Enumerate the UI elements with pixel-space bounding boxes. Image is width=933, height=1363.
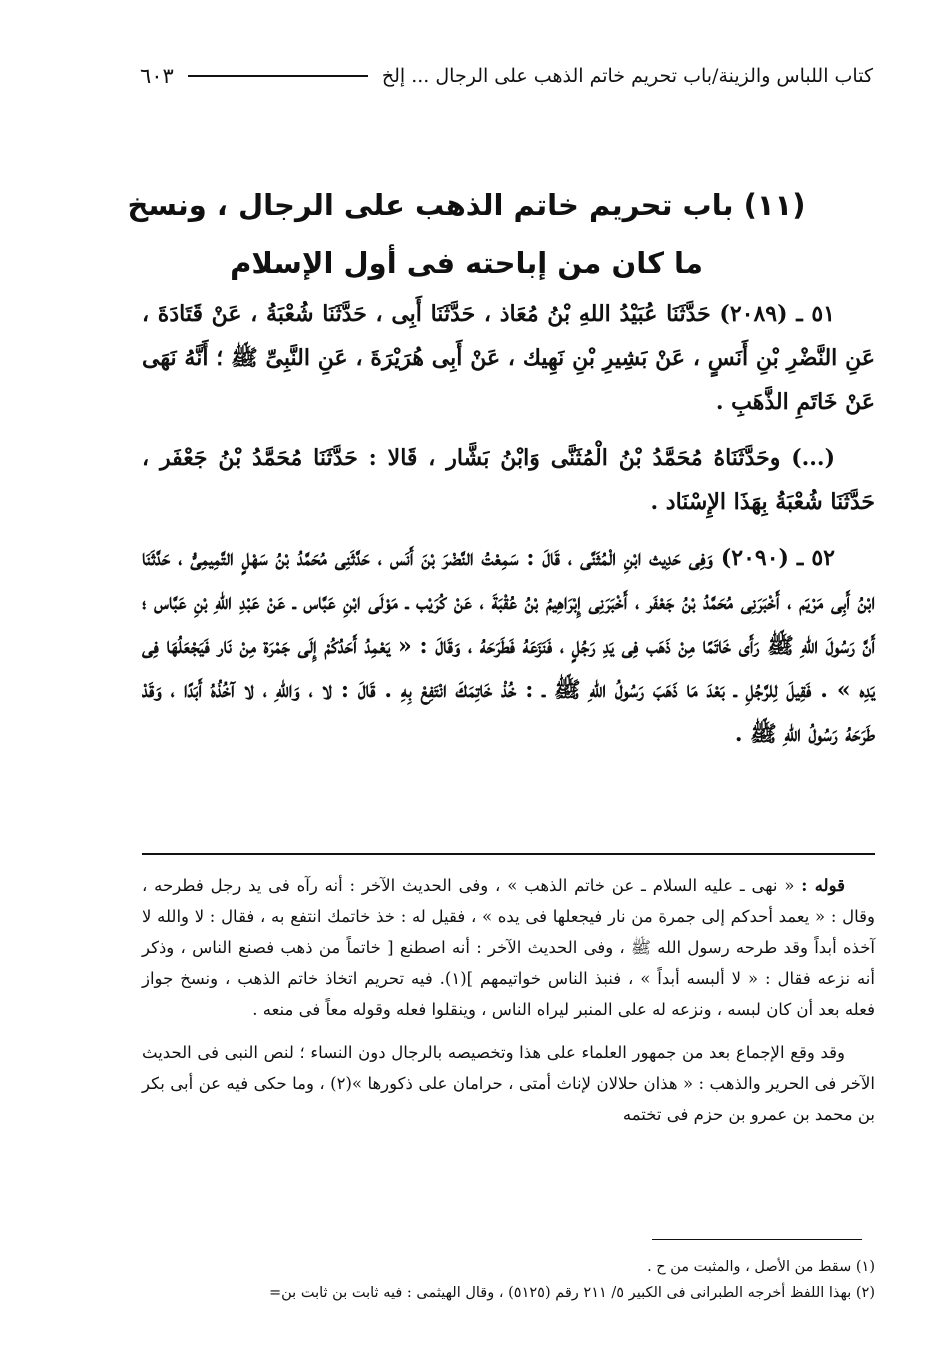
commentary-paragraph: وقد وقع الإجماع بعد من جمهور العلماء على هذا وتخصيصه بالرجال دون النساء ؛ لنص النبى فى الحديث الآخر فى الحرير والذهب : « هذان حلالان لإناث أمتى ، حرامان على ذكورها »(٢) ، وما حكى فيه عن أبى بكر بن محمد بن عمرو بن حزم فى تختمه [142, 1043, 876, 1124]
footnote-2: (٢) بهذا اللفظ أخرجه الطبرانى فى الكبير ٥/ ٢١١ رقم (٥١٢٥) ، وقال الهيثمى : فيه ثابت بن ثابت بن= [269, 1285, 875, 1301]
footnote-divider [652, 1239, 862, 1240]
hadith-paragraph: ٥٢ ـ (٢٠٩٠) وَفِى حَدِيث ابْنِ الْمُثَنَّى ، قَالَ : سَمِعْتُ النَّضْرَ بْنَ أَنَس ، حَدَّثَنِى مُحَمَّدُ بْنُ سَهْلٍ التَّمِيمِىُّ ، حَدَّثَنَا ابْنُ أَبِى مَرْيَم ، أَخْبَرَنِى مُحَمَّدُ بْنُ جَعْفَر ، أَخْبَرَنِى إِبْرَاهِيمُ بْنُ عُقْبَةَ ، عَنْ كُرَيْب ـ مَوْلَى ابْنِ عَبَّاس ـ عَنْ عَبْدِ اللهِ بْنِ عَبَّاس ؛ أَنَّ رَسُولَ اللهِ ﷺ رَأَى خَاتَمًا مِنْ ذَهَب فِى يَدِ رَجُلٍ ، فَنَزَعَهُ فَطَرَحَهُ ، وَقَالَ : « يَعْمِدُ أَحَدُكُمْ إِلَى جَمْرَة مِنْ نَار فَيَجْعَلُهَا فِى يَدِه » . فَقِيلَ لِلرَّجُلِ ـ بَعْدَ مَا ذَهَبَ رَسُولُ اللهِ ﷺ ـ : خُذْ خَاتِمَكَ انْتَفِعْ بِهِ . قَالَ : لا ، وَاللهِ ، لا آخُذُهُ أَبَدًا ، وَقَدْ طَرَحَهُ رَسُولُ اللهِ ﷺ . [142, 545, 875, 747]
footnote-1: (١) سقط من الأصل ، والمثبت من ح . [647, 1259, 875, 1275]
commentary-lead: قوله : [801, 876, 845, 895]
footnotes [142, 1254, 875, 1306]
header-rule [188, 75, 368, 77]
chapter-heading-line-1: (١١) باب تحريم خاتم الذهب على الرجال ، ونسخ [127, 188, 806, 222]
running-header [140, 58, 873, 94]
hadith-paragraph: (...) وحَدَّثَنَاهُ مُحَمَّدُ بْنُ الْمُثَنَّى وَابْنُ بَشَّار ، قَالا : حَدَّثَنَا مُحَمَّدُ بْنُ جَعْفَر ، حَدَّثَنَا شُعْبَةُ بِهَذَا الإِسْنَاد . [142, 445, 875, 515]
chapter-heading [120, 176, 813, 292]
hadith-body [142, 292, 875, 768]
commentary-divider [142, 853, 875, 855]
hadith-paragraph: ٥١ ـ (٢٠٨٩) حَدَّثَنَا عُبَيْدُ اللهِ بْنُ مُعَاذ ، حَدَّثَنَا أَبِى ، حَدَّثَنَا شُعْبَةُ ، عَنْ قَتَادَةَ ، عَنِ النَّضْرِ بْنِ أَنَسٍ ، عَنْ بَشِيرِ بْنِ نَهِيك ، عَنْ أَبِى هُرَيْرَةَ ، عَنِ النَّبِىِّ ﷺ ؛ أَنَّهُ نَهَى عَنْ خَاتَمِ الذَّهَبِ . [142, 301, 875, 415]
page-number: ٦٠٣ [140, 64, 174, 88]
chapter-heading-line-2: ما كان من إباحته فى أول الإسلام [230, 246, 703, 280]
commentary-paragraph [142, 870, 875, 1025]
commentary-text: « نهى ـ عليه السلام ـ عن خاتم الذهب » ، وفى الحديث الآخر : أنه رآه فى يد رجل فطرحه ، وقال : « يعمد أحدكم إلى جمرة من نار فيجعلها فى يده » ، فقيل له : خذ خاتمك انتفع به ، فقال : لا والله لا آخذه أبداً وقد طرحه رسول الله ﷺ ، وفى الحديث الآخر : أنه اصطنع [ خاتماً من ذهب فصنع الناس ، وذكر أنه نزعه فقال : « لا ألبسه أبداً » ، فنبذ الناس خواتيمهم ](١). فيه تحريم اتخاذ خاتم الذهب ، ونسخ جواز فعله بعد أن كان لبسه ، ونزعه له على المنبر ليراه الناس ، وينقلوا فعله وقوله معاً فى منعه . [142, 876, 875, 1019]
commentary [142, 870, 875, 1142]
running-title: كتاب اللباس والزينة/باب تحريم خاتم الذهب على الرجال ... إلخ [381, 65, 873, 87]
